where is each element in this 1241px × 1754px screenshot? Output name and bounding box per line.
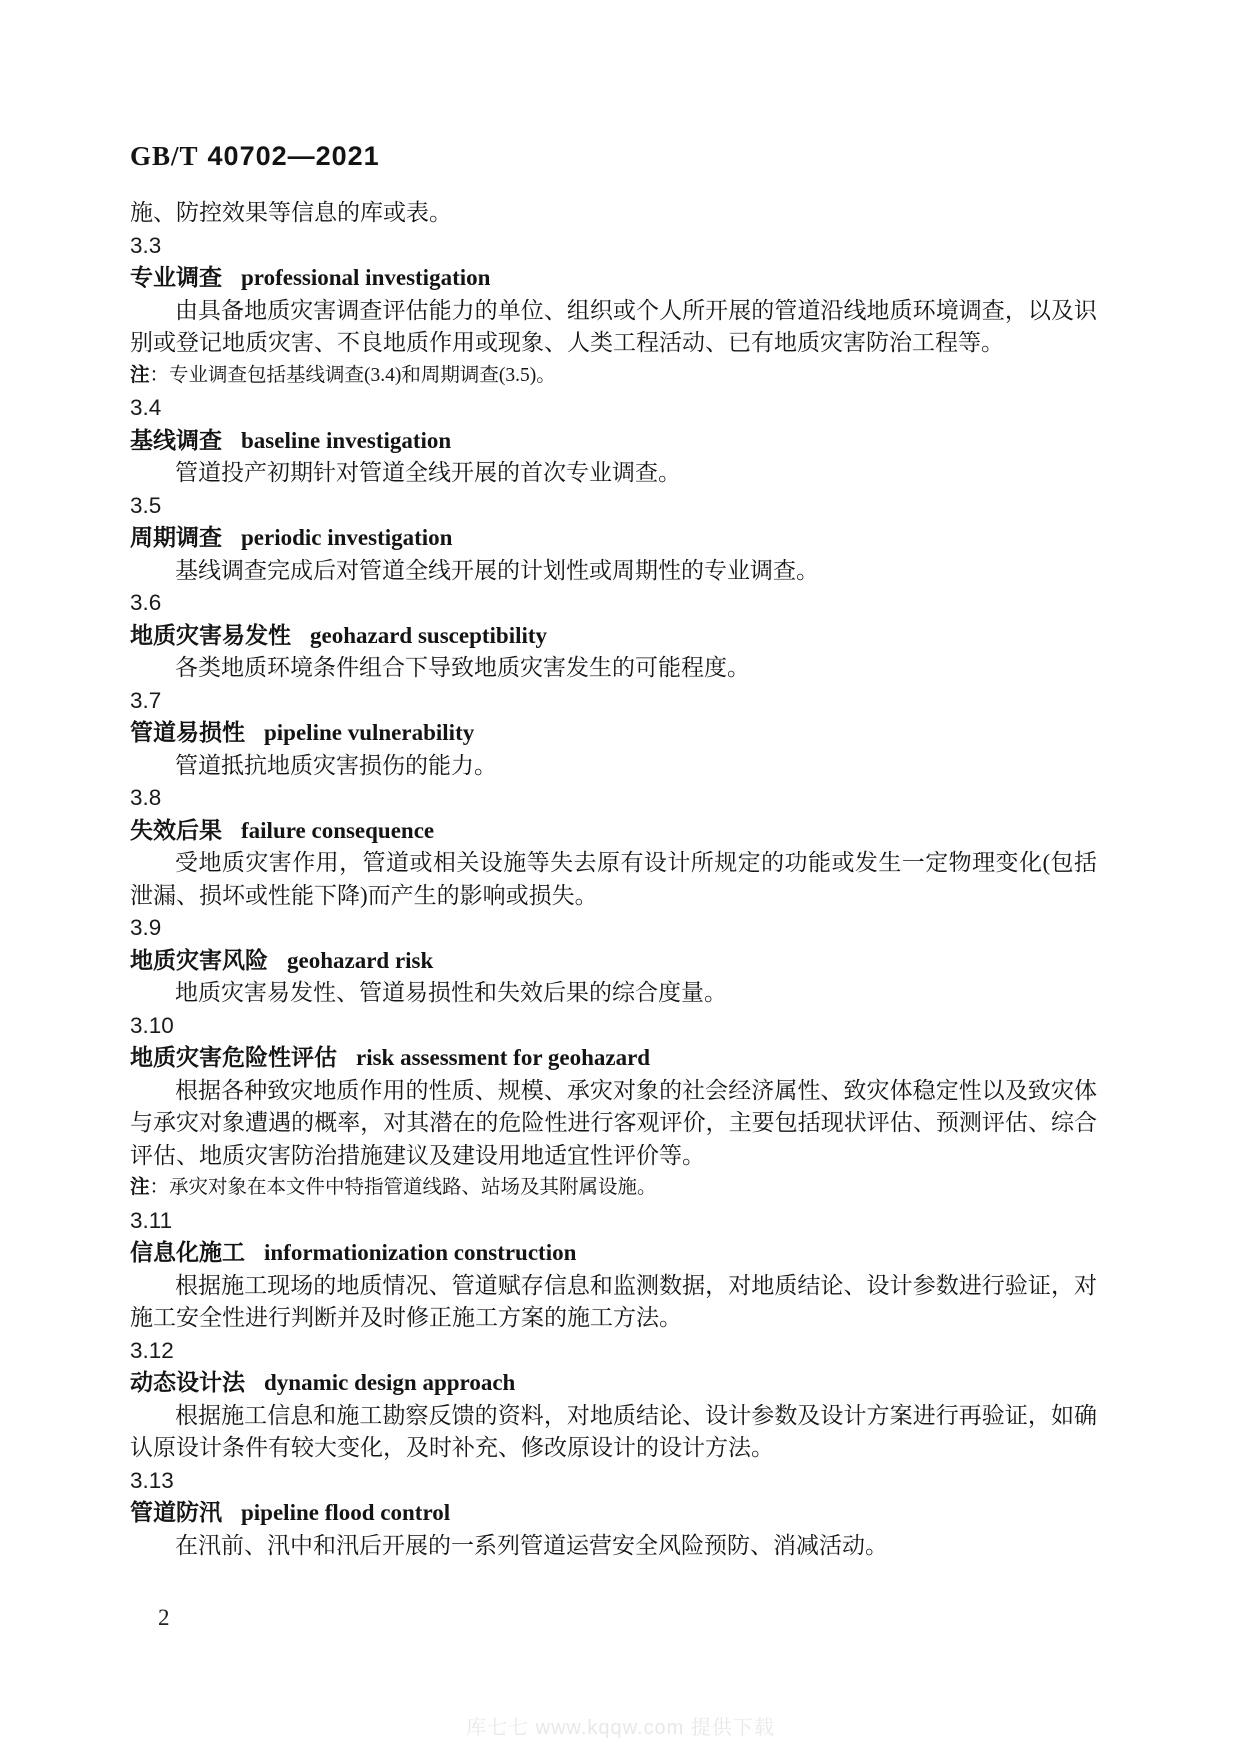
term-english: risk assessment for geohazard (356, 1045, 651, 1070)
note-label: 注 (130, 364, 150, 386)
term-section (130, 912, 1097, 1010)
standard-code-prefix: GB/T (130, 141, 199, 171)
term-note (130, 360, 1097, 393)
section-number: 3.13 (130, 1467, 174, 1493)
section-number: 3.11 (130, 1207, 173, 1233)
term-definition: 根据施工现场的地质情况、管道赋存信息和监测数据，对地质结论、设计参数进行验证，对施工安全性进行判断并及时修正施工方案的施工方法。 (130, 1272, 1097, 1330)
page-number: 2 (158, 1605, 170, 1630)
term-english: pipeline vulnerability (264, 720, 475, 745)
term-section (130, 1465, 1097, 1563)
carryover-text: 施、防控效果等信息的库或表。 (130, 200, 452, 225)
watermark-text: 库七七 www.kqqw.com 提供下载 (466, 1717, 775, 1739)
section-number: 3.4 (130, 395, 162, 420)
term-section (130, 1205, 1097, 1335)
term-english: informationization construction (264, 1240, 577, 1265)
term-line (130, 425, 1097, 458)
term-chinese: 信息化施工 (130, 1240, 245, 1265)
term-chinese: 周期调查 (130, 525, 222, 550)
section-number: 3.9 (130, 915, 162, 940)
term-section (130, 490, 1097, 588)
section-number: 3.8 (130, 785, 162, 810)
term-line (130, 1497, 1097, 1530)
term-english: baseline investigation (241, 427, 452, 453)
term-chinese: 管道防汛 (130, 1500, 222, 1525)
term-section (130, 587, 1097, 685)
section-number: 3.12 (130, 1337, 174, 1363)
term-english: failure consequence (241, 817, 435, 843)
term-definition: 管道抵抗地质灾害损伤的能力。 (175, 752, 497, 778)
note-text: ：专业调查包括基线调查(3.4)和周期调查(3.5)。 (149, 364, 556, 386)
standard-code-number: 40702—2021 (207, 141, 380, 171)
term-line (130, 1042, 1097, 1075)
term-english: professional investigation (241, 265, 491, 290)
term-section (130, 685, 1097, 783)
sections (130, 230, 1097, 1563)
section-number: 3.3 (130, 232, 162, 258)
section-number: 3.10 (130, 1012, 174, 1038)
term-definition: 各类地质环境条件组合下导致地质灾害发生的可能程度。 (175, 655, 750, 680)
term-line (130, 717, 1097, 750)
section-number: 3.7 (130, 687, 162, 713)
term-chinese: 专业调查 (130, 265, 222, 290)
term-line (130, 1237, 1097, 1270)
term-english: dynamic design approach (264, 1370, 516, 1395)
term-chinese: 基线调查 (130, 427, 222, 453)
term-chinese: 失效后果 (130, 817, 222, 843)
term-definition: 根据各种致灾地质作用的性质、规模、承灾对象的社会经济属性、致灾体稳定性以及致灾体与承灾对象遭遇的概率，对其潜在的危险性进行客观评价，主要包括现状评估、预测评估、综合评估、地质灾害防治措施建议及建设用地适宜性评价等。 (130, 1077, 1097, 1168)
term-line (130, 262, 1097, 295)
term-english: geohazard susceptibility (310, 622, 548, 648)
note-label: 注 (130, 1177, 150, 1198)
term-chinese: 动态设计法 (130, 1370, 245, 1395)
term-definition: 由具备地质灾害调查评估能力的单位、组织或个人所开展的管道沿线地质环境调查，以及识别或登记地质灾害、不良地质作用或现象、人类工程活动、已有地质灾害防治工程等。 (130, 297, 1097, 355)
term-definition: 基线调查完成后对管道全线开展的计划性或周期性的专业调查。 (175, 557, 819, 583)
term-definition: 地质灾害易发性、管道易损性和失效后果的综合度量。 (175, 980, 727, 1005)
term-chinese: 地质灾害易发性 (130, 622, 291, 648)
terms-content (130, 197, 1097, 1562)
note-text: ：承灾对象在本文件中特指管道线路、站场及其附属设施。 (149, 1177, 657, 1198)
term-chinese: 管道易损性 (130, 720, 245, 745)
section-number: 3.5 (130, 492, 162, 518)
term-section (130, 230, 1097, 393)
term-definition: 管道投产初期针对管道全线开展的首次专业调查。 (175, 460, 681, 485)
term-note (130, 1172, 1097, 1205)
term-definition: 受地质灾害作用，管道或相关设施等失去原有设计所规定的功能或发生一定物理变化(包括泄漏、损坏或性能下降)而产生的影响或损失。 (130, 850, 1097, 908)
term-line (130, 522, 1097, 555)
term-line (130, 945, 1097, 978)
term-chinese: 地质灾害危险性评估 (130, 1045, 337, 1070)
term-english: periodic investigation (241, 525, 453, 550)
standard-code (130, 141, 380, 172)
term-definition: 根据施工信息和施工勘察反馈的资料，对地质结论、设计参数及设计方案进行再验证，如确认原设计条件有较大变化，及时补充、修改原设计的设计方法。 (130, 1402, 1097, 1460)
term-section (130, 1335, 1097, 1465)
term-line (130, 815, 1097, 848)
term-line (130, 1367, 1097, 1400)
term-definition: 在汛前、汛中和汛后开展的一系列管道运营安全风险预防、消减活动。 (175, 1532, 888, 1558)
term-chinese: 地质灾害风险 (130, 947, 268, 973)
term-section (130, 782, 1097, 912)
section-number: 3.6 (130, 590, 162, 615)
term-english: geohazard risk (287, 947, 434, 973)
term-line (130, 620, 1097, 653)
term-english: pipeline flood control (241, 1500, 451, 1525)
term-section (130, 1010, 1097, 1205)
term-section (130, 392, 1097, 490)
